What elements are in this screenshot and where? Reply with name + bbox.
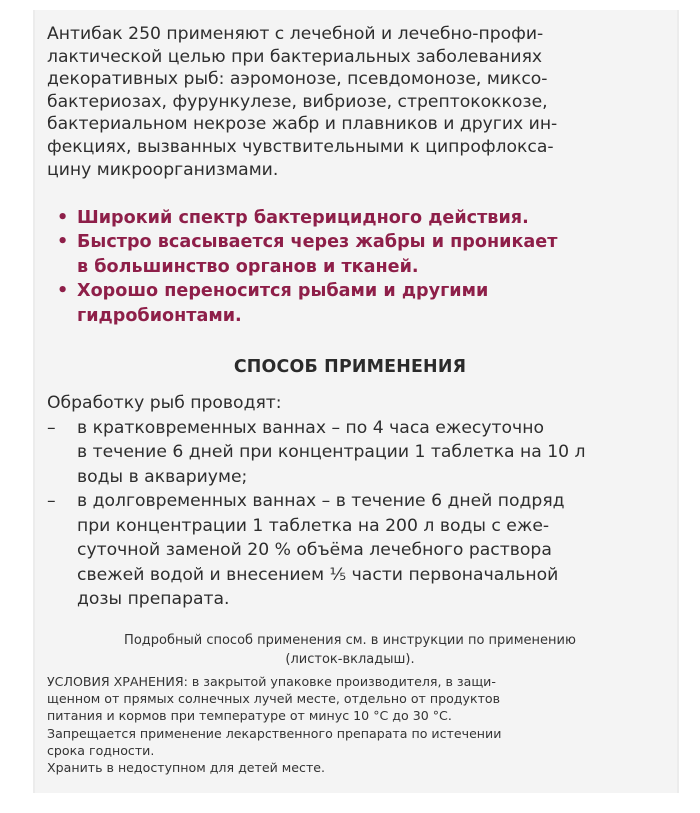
benefit-line: гидробионтами. — [77, 305, 242, 326]
benefit-line: Хорошо переносится рыбами и другими — [77, 281, 489, 302]
storage-line: Запрещается применение лекарственного препарата по истечении — [47, 725, 502, 741]
benefit-item — [57, 279, 657, 328]
intro-line: лактической целью при бактериальных заболеваниях — [47, 46, 543, 67]
dash-icon: – — [47, 491, 56, 511]
benefits-list — [57, 206, 657, 328]
intro-line: Антибак 250 применяют с лечебной и лечебно-профи- — [47, 24, 544, 44]
benefit-line: Быстро всасывается через жабры и проникает — [77, 232, 558, 253]
intro-line: цину микроорганизмами. — [47, 159, 279, 180]
storage-conditions — [47, 673, 659, 776]
note-line: Подробный способ применения см. в инструкции по применению — [124, 633, 576, 648]
benefit-line: в большинство органов и тканей. — [77, 256, 419, 277]
intro-line: бактериозах, фурункулезе, вибриозе, стрептококкозе, — [47, 91, 548, 112]
method-line: дозы препарата. — [77, 589, 230, 609]
storage-line: срока годности. — [47, 742, 155, 758]
bullet-icon: • — [57, 208, 69, 228]
storage-line: питания и кормов при температуре от минус 10 °С до 30 °С. — [47, 708, 452, 724]
storage-line: щенном от прямых солнечных лучей месте, отдельно от продуктов — [47, 691, 501, 707]
method-line: суточной заменой 20 % объёма лечебного раствора — [77, 540, 552, 560]
intro-line: бактериальном некрозе жабр и плавников и других ин- — [47, 114, 558, 135]
benefit-item — [57, 230, 657, 279]
method-line: в кратковременных ваннах – по 4 часа ежесуточно — [77, 417, 544, 438]
instruction-note — [0, 631, 700, 669]
storage-line: УСЛОВИЯ ХРАНЕНИЯ: в закрытой упаковке производителя, в защи- — [47, 674, 496, 689]
benefit-item — [57, 206, 657, 230]
storage-line: Хранить в недоступном для детей месте. — [47, 760, 326, 776]
method-item — [47, 489, 659, 612]
benefit-line: Широкий спектр бактерицидного действия. — [77, 208, 529, 228]
section-heading: СПОСОБ ПРИМЕНЕНИЯ — [233, 357, 467, 377]
bullet-icon: • — [57, 281, 69, 302]
method-line: в долговременных ваннах – в течение 6 дней подряд — [77, 491, 565, 511]
dash-icon: – — [47, 417, 56, 438]
method-item — [47, 416, 659, 490]
method-lead: Обработку рыб проводят: — [47, 393, 282, 413]
bullet-icon: • — [57, 232, 69, 253]
page-margin — [0, 0, 33, 813]
method-block — [47, 391, 659, 612]
intro-line: фекциях, вызванных чувствительными к ципрофлокса- — [47, 136, 554, 157]
note-line: (листок-вкладыш). — [285, 652, 415, 667]
method-line: в течение 6 дней при концентрации 1 таблетка на 10 л — [77, 442, 586, 462]
method-line: воды в аквариуме; — [77, 466, 248, 487]
method-line: при концентрации 1 таблетка на 200 л воды с еже- — [77, 515, 550, 536]
intro-paragraph — [47, 23, 659, 181]
intro-line: декоративных рыб: аэромонозе, псевдомонозе, миксо- — [47, 69, 548, 90]
method-line: свежей водой и внесением ⅕ части первоначальной — [77, 564, 559, 585]
